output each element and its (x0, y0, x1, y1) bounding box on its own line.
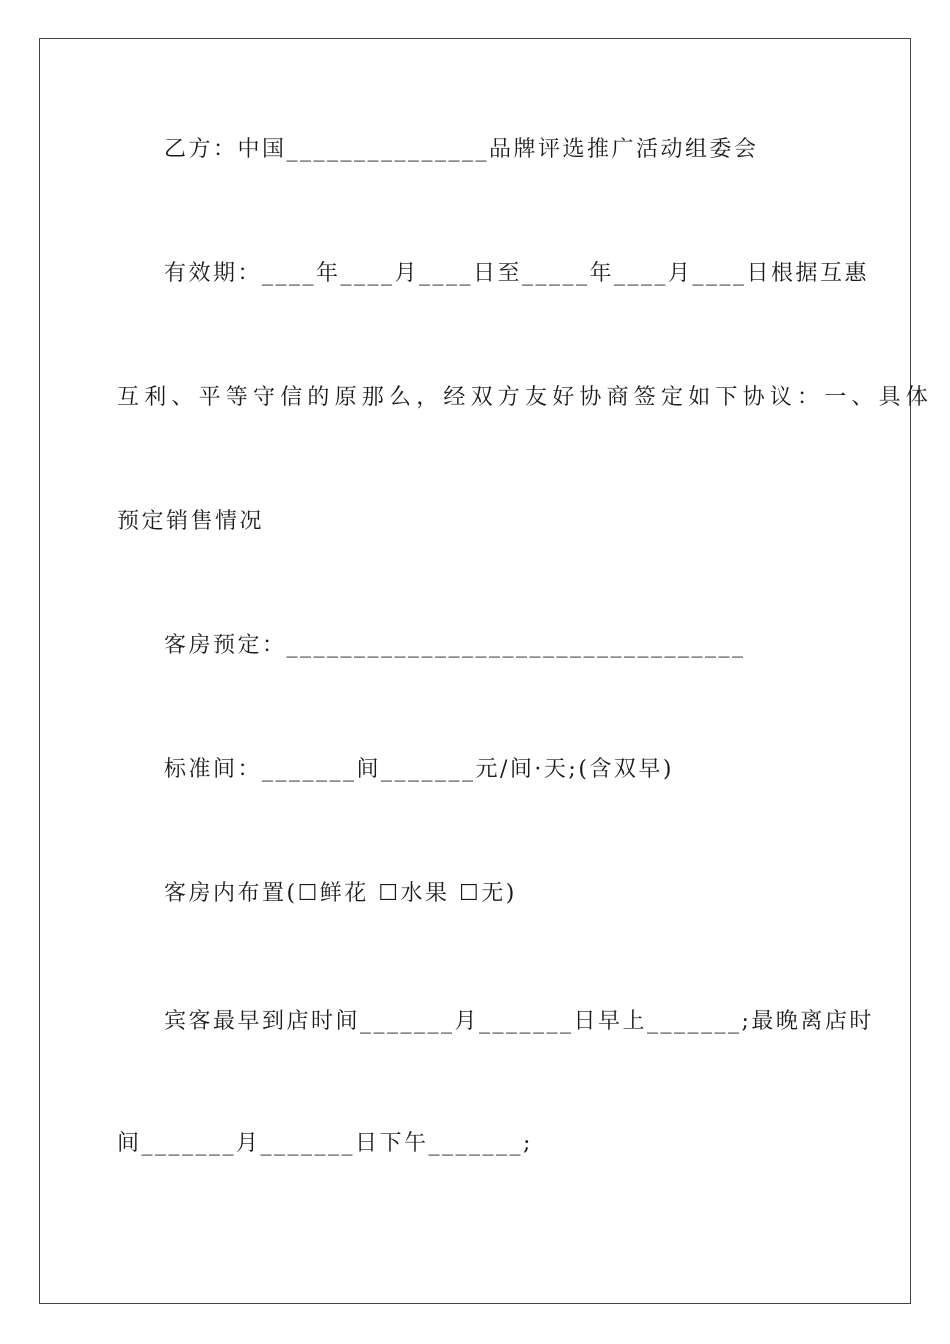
party-b-line: 乙方：中国_______________品牌评选推广活动组委会 (164, 137, 759, 162)
room-decoration-line: 客房内布置(☐鲜花 ☐水果 ☐无) (164, 881, 517, 906)
section-heading-line: 预定销售情况 (117, 509, 265, 534)
standard-room-line: 标准间：_______间_______元/间·天;(含双早) (164, 757, 674, 782)
departure-time-line: 间_______月_______日下午_______; (117, 1131, 533, 1156)
agreement-intro-line: 互利、平等守信的原那么，经双方友好协商签定如下协议：一、具体 (117, 385, 934, 410)
validity-period-line: 有效期：____年____月____日至_____年____月____日根据互惠 (164, 261, 870, 286)
room-booking-line: 客房预定：__________________________________ (164, 633, 746, 658)
page-border (39, 38, 911, 1304)
arrival-time-line: 宾客最早到店时间_______月_______日早上_______;最晚离店时 (164, 1009, 874, 1034)
